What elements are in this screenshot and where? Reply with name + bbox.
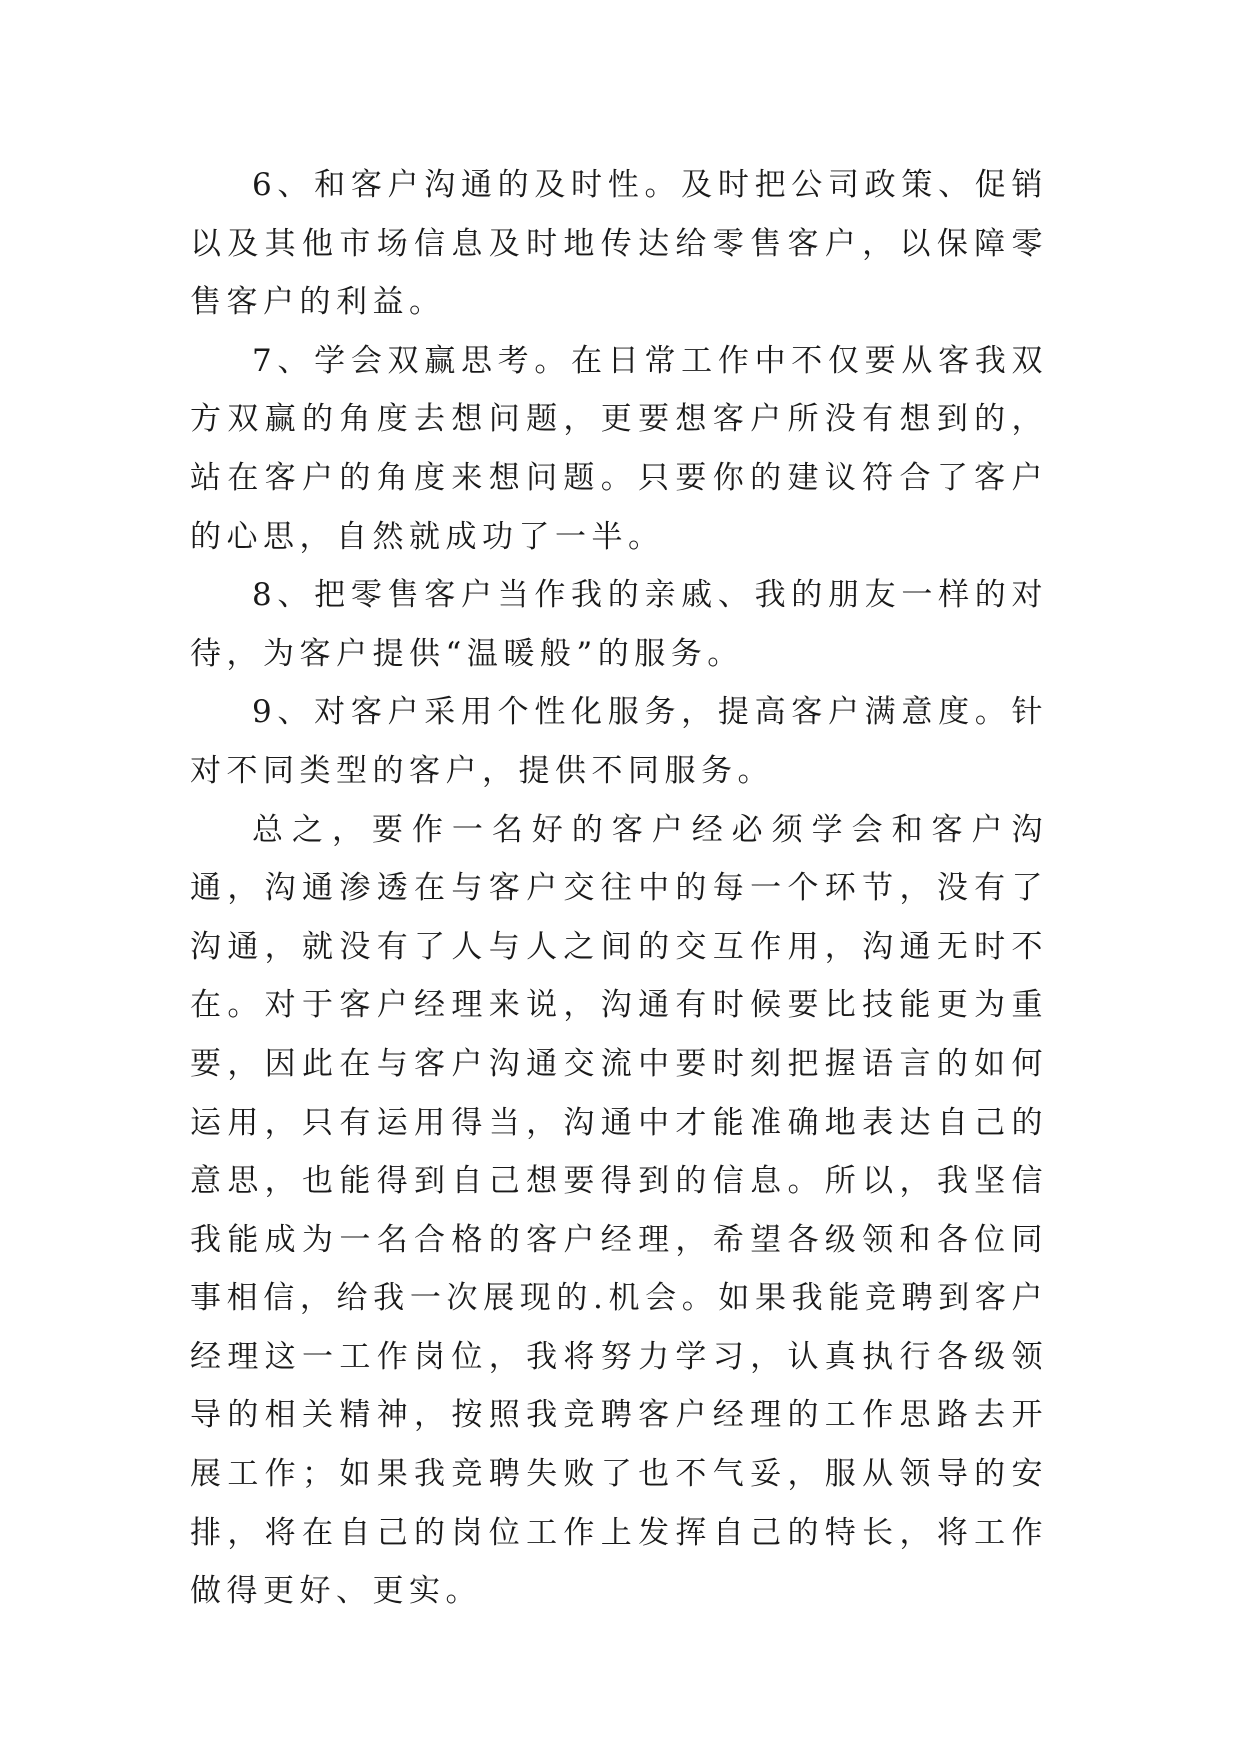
paragraph-conclusion: 总之，要作一名好的客户经必须学会和客户沟通，沟通渗透在与客户交往中的每一个环节，没有了沟通，就没有了人与人之间的交互作用，沟通无时不在。对于客户经理来说，沟通有时候要比技能更为重要，因此在与客户沟通交流中要时刻把握语言的如何运用，只有运用得当，沟通中才能准确地表达自己的意思，也能得到自己想要得到的信息。所以，我坚信我能成为一名合格的客户经理，希望各级领和各位同事相信，给我一次展现的.机会。如果我能竞聘到客户经理这一工作岗位，我将努力学习，认真执行各级领导的相关精神，按照我竞聘客户经理的工作思路去开展工作；如果我竞聘失败了也不气妥，服从领导的安排，将在自己的岗位工作上发挥自己的特长，将工作做得更好、更实。 (190, 811, 1048, 1610)
paragraph-item-6: 6、和客户沟通的及时性。及时把公司政策、促销以及其他市场信息及时地传达给零售客户，以保障零售客户的利益。 (190, 167, 1048, 321)
document-body (190, 156, 1048, 1621)
paragraph-item-8: 8、把零售客户当作我的亲戚、我的朋友一样的对待，为客户提供“温暖般”的服务。 (190, 577, 1048, 672)
paragraph-item-9: 9、对客户采用个性化服务，提高客户满意度。针对不同类型的客户，提供不同服务。 (190, 694, 1048, 789)
paragraph-item-7: 7、学会双赢思考。在日常工作中不仅要从客我双方双赢的角度去想问题，更要想客户所没有想到的，站在客户的角度来想问题。只要你的建议符合了客户的心思，自然就成功了一半。 (190, 342, 1048, 555)
